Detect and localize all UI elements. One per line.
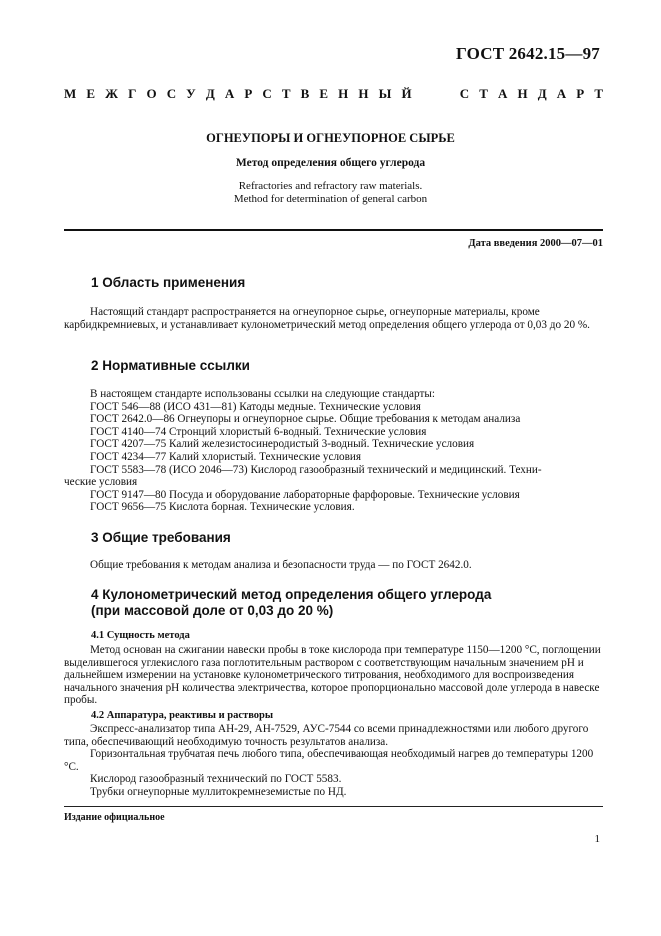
banner-letter: Т (594, 86, 603, 101)
reference-item: ГОСТ 9656—75 Кислота борная. Технические условия. (90, 501, 355, 514)
page-number: 1 (594, 833, 600, 845)
subsection-4-1-heading: 4.1 Сущность метода (91, 630, 190, 641)
banner-letter: Е (319, 86, 329, 101)
banner-letter: С (459, 86, 470, 101)
banner-letter: О (146, 86, 157, 101)
oxygen-paragraph: Кислород газообразный технический по ГОСТ 5583. (90, 773, 342, 786)
reference-item-continuation: ческие условия (64, 476, 138, 489)
subsection-4-2-heading: 4.2 Аппаратура, реактивы и растворы (91, 710, 274, 721)
section-4-heading (91, 587, 491, 619)
banner-letter: Е (86, 86, 96, 101)
english-title-line-1: Refractories and refractory raw materials. (238, 180, 423, 192)
banner-letter: М (64, 86, 77, 101)
introduction-date: Дата введения 2000—07—01 (468, 238, 603, 249)
subsection-4-2-text (64, 723, 603, 799)
banner-letter: У (186, 86, 196, 101)
document-subtitle: Метод определения общего углерода (235, 157, 426, 169)
banner-letter: Р (576, 86, 585, 101)
banner-letter: А (556, 86, 567, 101)
apparatus-paragraph: Экспресс-анализатор типа АН-29, АН-7529, АУС-7544 со всеми принадлежностями или любого другого типа, обеспечивающий необходимую точность результатов анализа. (64, 723, 589, 748)
banner-letter: В (300, 86, 310, 101)
banner-letter: Ж (105, 86, 118, 101)
standard-banner (64, 86, 603, 102)
reference-item: ГОСТ 4140—74 Стронций хлористый 6-водный. Технические условия (90, 425, 427, 438)
banner-letter: Т (479, 86, 488, 101)
banner-letter: А (498, 86, 508, 101)
banner-letter: С (166, 86, 177, 101)
section-4-heading-line-2: (при массовой доле от 0,03 до 20 %) (91, 603, 334, 618)
subsection-4-1-paragraph: Метод основан на сжигании навески пробы в токе кислорода при температуре 1150—1200 °С, поглощении выделившегося углекислого газа поглотительным раствором с соответствующим начальным значением pH и дальнейшем измерении на установке кулонометрического титрования, необходимого для воспроизведения начального значения pH количества электричества, которое пропорционально массовой доле углерода в навеске пробы. (64, 644, 601, 707)
banner-letter: Р (244, 86, 253, 101)
section-4-heading-line-1: 4 Кулонометрический метод определения общего углерода (91, 587, 492, 602)
edition-note: Издание официальное (64, 812, 165, 823)
banner-letter: Т (281, 86, 291, 101)
subsection-4-1-text (64, 644, 603, 707)
document-code: ГОСТ 2642.15—97 (456, 44, 600, 63)
banner-letter: С (262, 86, 272, 101)
banner-letter: Д (205, 86, 215, 101)
banner-word-gap (422, 86, 450, 102)
section-3-paragraph: Общие требования к методам анализа и безопасности труда — по ГОСТ 2642.0. (90, 559, 472, 571)
banner-letter: Й (401, 86, 412, 101)
reference-item: ГОСТ 546—88 (ИСО 431—81) Катоды медные. Технические условия (90, 400, 421, 413)
reference-item: ГОСТ 4234—77 Калий хлористый. Технические условия (90, 450, 362, 463)
title-divider (64, 229, 603, 231)
references-list (64, 388, 603, 514)
english-title (0, 180, 661, 206)
furnace-paragraph: Горизонтальная трубчатая печь любого типа, обеспечивающая необходимый нагрев до температуры 1200 °С. (64, 748, 594, 773)
section-3-text (64, 559, 603, 572)
section-1-heading: 1 Область применения (91, 275, 246, 290)
banner-letter: Н (517, 86, 528, 101)
document-title: ОГНЕУПОРЫ И ОГНЕУПОРНОЕ СЫРЬЕ (206, 131, 455, 145)
reference-item: ГОСТ 2642.0—86 Огнеупоры и огнеупорное сырье. Общие требования к методам анализа (90, 413, 521, 426)
banner-letter: Н (358, 86, 369, 101)
footer-divider (64, 806, 603, 807)
english-title-line-2: Method for determination of general carbon (233, 193, 428, 205)
banner-letter: Н (338, 86, 349, 101)
reference-item: ГОСТ 9147—80 Посуда и оборудование лабораторные фарфоровые. Технические условия (90, 488, 520, 501)
section-1-paragraph: Настоящий стандарт распространяется на огнеупорное сырье, огнеупорные материалы, кроме карбидкремниевых, и устанавливает кулонометрический метод определения общего углерода от 0,03 до 20 %. (64, 306, 590, 331)
banner-letter: Ы (378, 86, 392, 101)
banner-letter: Д (537, 86, 547, 101)
reference-item: ГОСТ 4207—75 Калий железистосинеродистый 3-водный. Технические условия (90, 438, 475, 451)
tubes-paragraph: Трубки огнеупорные муллитокремнеземистые по НД. (90, 785, 347, 798)
section-3-heading: 3 Общие требования (91, 530, 231, 545)
references-intro: В настоящем стандарте использованы ссылки на следующие стандарты: (90, 388, 435, 400)
banner-letter: А (224, 86, 235, 101)
section-1-text (64, 306, 603, 331)
section-2-heading: 2 Нормативные ссылки (91, 358, 250, 373)
reference-item: ГОСТ 5583—78 (ИСО 2046—73) Кислород газообразный технический и медицинский. Техни- (90, 463, 542, 476)
banner-letter: Г (128, 86, 137, 101)
